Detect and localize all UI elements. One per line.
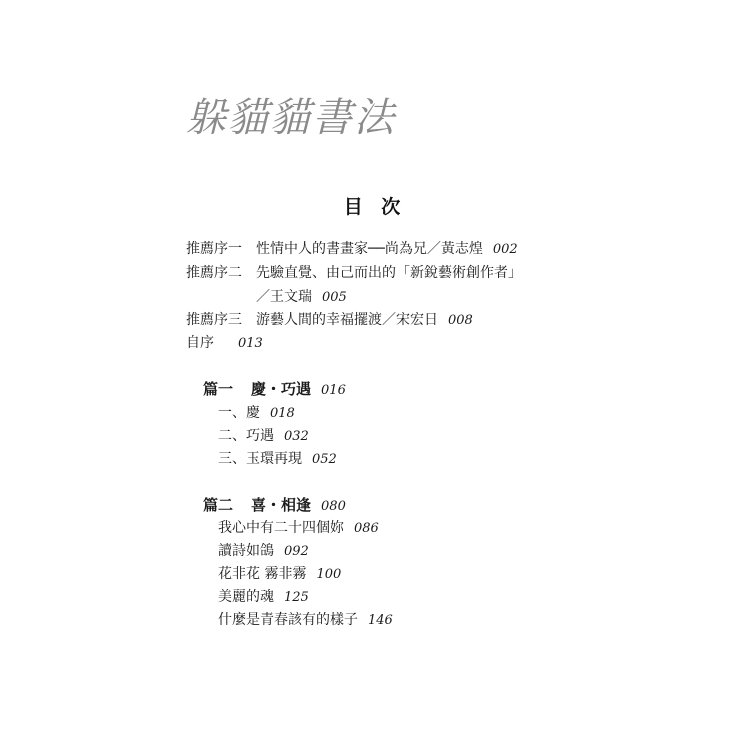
- part-label: 篇二: [203, 496, 234, 514]
- preface-title: 游藝人間的幸福擺渡／宋宏日: [256, 312, 438, 328]
- toc-item[interactable]: [218, 519, 379, 538]
- toc-entry-self-preface[interactable]: [186, 334, 263, 353]
- self-preface-title: 自序: [186, 335, 214, 351]
- item-title: 二、巧遇: [218, 428, 274, 444]
- preface-title: 性情中人的書畫家──尚為兄／黃志煌: [256, 241, 483, 257]
- page-number: 013: [238, 336, 263, 351]
- toc-item[interactable]: [218, 611, 393, 630]
- page-number: 018: [270, 406, 295, 421]
- toc-entry-preface-1[interactable]: [186, 240, 518, 259]
- page-number: 146: [368, 613, 393, 628]
- item-title: 三、玉環再現: [218, 451, 302, 467]
- preface-title: 先驗直覺、由己而出的「新銳藝術創作者」: [256, 265, 522, 281]
- toc-part-1[interactable]: [203, 380, 346, 400]
- item-title: 花非花 霧非霧: [218, 566, 307, 582]
- item-title: 我心中有二十四個妳: [218, 520, 344, 536]
- toc-item[interactable]: [218, 565, 341, 584]
- part-title: 慶・巧遇: [251, 380, 312, 398]
- page-number: 032: [284, 429, 309, 444]
- toc-heading: 目 次: [343, 196, 407, 218]
- toc-item[interactable]: [218, 427, 309, 446]
- page-number: 052: [312, 452, 337, 467]
- preface-label: 推薦序二: [186, 265, 242, 281]
- page-number: 086: [354, 521, 379, 536]
- item-title: 讀詩如鴿: [218, 543, 274, 559]
- part-title: 喜・相逢: [251, 496, 312, 514]
- page-number: 016: [321, 383, 346, 398]
- preface-author: ／王文瑞: [256, 289, 312, 305]
- page-number: 080: [321, 499, 346, 514]
- item-title: 什麼是青春該有的樣子: [218, 612, 358, 628]
- toc-item[interactable]: [218, 404, 295, 423]
- toc-item[interactable]: [218, 450, 337, 469]
- toc-item[interactable]: [218, 588, 309, 607]
- toc-entry-preface-2[interactable]: [186, 264, 522, 282]
- page-number: 125: [284, 590, 309, 605]
- toc-entry-preface-3[interactable]: [186, 311, 473, 330]
- page-number: 100: [316, 567, 342, 582]
- book-title: 躲貓貓書法: [186, 95, 396, 141]
- page-number: 005: [322, 290, 347, 305]
- page-number: 002: [492, 242, 518, 257]
- toc-entry-preface-2-continued[interactable]: [256, 288, 347, 307]
- part-label: 篇一: [203, 380, 234, 398]
- page-number: 092: [284, 544, 309, 559]
- preface-label: 推薦序三: [186, 312, 242, 328]
- item-title: 一、慶: [218, 405, 260, 421]
- preface-label: 推薦序一: [186, 241, 242, 257]
- item-title: 美麗的魂: [218, 589, 274, 605]
- toc-item[interactable]: [218, 542, 309, 561]
- page-number: 008: [448, 313, 473, 328]
- toc-part-2[interactable]: [203, 496, 346, 516]
